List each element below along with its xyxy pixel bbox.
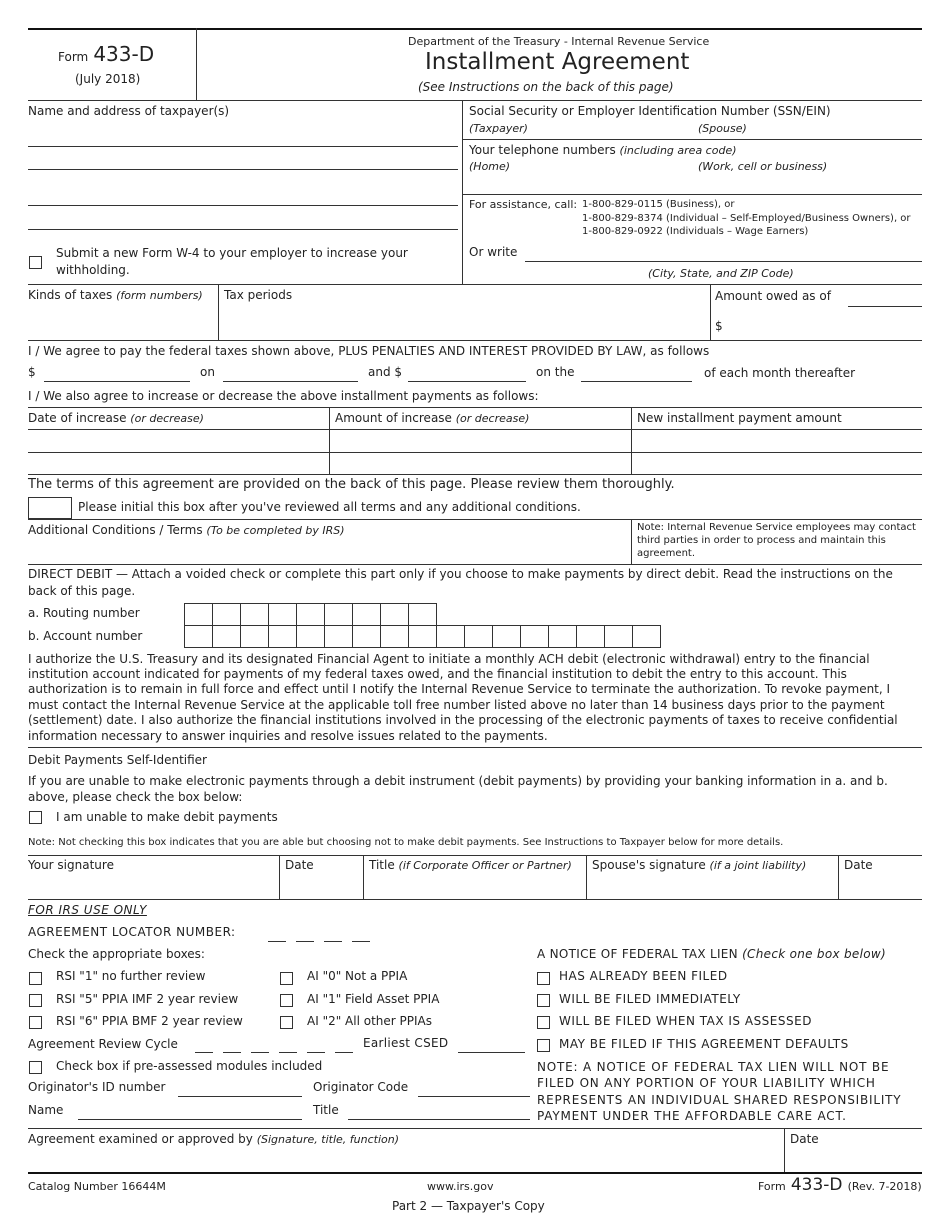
kinds-taxes-label <box>28 288 203 302</box>
city-state-zip-label: (City, State, and ZIP Code) <box>648 267 794 280</box>
preassessed-checkbox[interactable] <box>29 1061 42 1074</box>
page-title: Installment Agreement <box>425 49 690 75</box>
assist-label: For assistance, call: <box>469 198 578 211</box>
col-amount-hint: (or decrease) <box>455 412 530 425</box>
col-amount-increase <box>335 411 529 425</box>
kinds-taxes-hint: (form numbers) <box>116 289 203 302</box>
lien-note-4: PAYMENT UNDER THE AFFORDABLE CARE ACT. <box>537 1109 847 1123</box>
rsi6-label: RSI "6" PPIA BMF 2 year review <box>56 1014 243 1028</box>
irs-title-label: Title <box>313 1103 339 1117</box>
phone-home-label: (Home) <box>469 160 511 173</box>
auth-text-6: information necessary to answer inquiries and resolve issues related to the payments. <box>28 729 548 743</box>
unable-debit-checkbox[interactable] <box>29 811 42 824</box>
initial-text: Please initial this box after you've reviewed all terms and any additional conditions. <box>78 500 581 514</box>
name-line-2[interactable] <box>28 169 458 170</box>
payment-date-line[interactable] <box>223 381 358 382</box>
agreement-text: I / We agree to pay the federal taxes shown above, PLUS PENALTIES AND INTEREST PROVIDED BY LAW, as follows <box>28 344 710 358</box>
ai0-checkbox[interactable] <box>280 972 293 985</box>
terms-text: The terms of this agreement are provided on the back of this page. Please review them thoroughly. <box>28 477 675 492</box>
lien-assessed-checkbox[interactable] <box>537 1016 550 1029</box>
account-digit-cell-11[interactable] <box>464 625 493 648</box>
ai1-label: AI "1" Field Asset PPIA <box>307 992 440 1006</box>
signature-date-label: Date <box>285 858 314 872</box>
preassessed-label: Check box if pre-assessed modules included <box>56 1059 323 1073</box>
routing-digit-cell-8[interactable] <box>380 603 409 626</box>
routing-digit-cell-4[interactable] <box>268 603 297 626</box>
auth-text-1: I authorize the U.S. Treasury and its designated Financial Agent to initiate a monthly ACH debit (electronic withdrawal) entry to the financial <box>28 652 870 666</box>
col-new-amount: New installment payment amount <box>637 411 842 425</box>
kinds-taxes-text: Kinds of taxes <box>28 288 113 302</box>
conditions-text: Additional Conditions / Terms <box>28 523 203 537</box>
account-digit-cell-1[interactable] <box>184 625 213 648</box>
routing-digit-cell-1[interactable] <box>184 603 213 626</box>
website: www.irs.gov <box>427 1180 494 1193</box>
third-party-note-3: agreement. <box>637 548 696 559</box>
amount-owed-dollar: $ <box>715 319 723 333</box>
auth-text-4: must contact the Internal Revenue Service at the applicable toll free number listed above no later than 14 business days prior to the payment <box>28 698 885 712</box>
self-id-title: Debit Payments Self-Identifier <box>28 753 207 767</box>
phone-label <box>469 143 737 157</box>
title-hint: (if Corporate Officer or Partner) <box>398 859 572 872</box>
footer-form-number: 433-D <box>790 1175 843 1195</box>
examined-date-label: Date <box>790 1132 819 1146</box>
form-id <box>58 42 154 66</box>
w4-label: Submit a new Form W-4 to your employer to increase your <box>56 246 408 260</box>
unable-debit-label: I am unable to make debit payments <box>56 810 278 824</box>
initial-box[interactable] <box>28 497 72 519</box>
spouse-signature-label <box>592 858 806 872</box>
w4-checkbox[interactable] <box>29 256 42 269</box>
monthly-day-line[interactable] <box>581 381 692 382</box>
ai1-checkbox[interactable] <box>280 994 293 1007</box>
payment-and: and $ <box>368 365 403 379</box>
auth-text-2: institution account indicated for payments of my federal taxes owed, and the financial institution to debit the entry to this account. This <box>28 667 847 681</box>
lien-note-1: NOTE: A NOTICE OF FEDERAL TAX LIEN WILL NOT BE <box>537 1060 890 1074</box>
locator-label: AGREEMENT LOCATOR NUMBER: <box>28 925 236 939</box>
account-digit-cell-8[interactable] <box>380 625 409 648</box>
phone-label-text: Your telephone numbers <box>469 143 616 157</box>
col-amount-text: Amount of increase <box>335 411 452 425</box>
spouse-signature-hint: (if a joint liability) <box>709 859 807 872</box>
account-digit-cell-16[interactable] <box>604 625 633 648</box>
ssn-spouse-label: (Spouse) <box>698 122 747 135</box>
address-line-1[interactable] <box>28 205 458 206</box>
direct-debit-intro: DIRECT DEBIT — Attach a voided check or complete this part only if you choose to make payments by direct debit. Read the instructions on the <box>28 567 893 581</box>
review-cycle-label: Agreement Review Cycle <box>28 1037 178 1051</box>
account-digit-cell-13[interactable] <box>520 625 549 648</box>
name-address-label: Name and address of taxpayer(s) <box>28 104 230 118</box>
direct-debit-intro-2: back of this page. <box>28 584 136 598</box>
originator-id-line[interactable] <box>178 1096 302 1097</box>
department: Department of the Treasury - Internal Revenue Service <box>408 35 710 48</box>
account-digit-cell-3[interactable] <box>240 625 269 648</box>
footer-form-label: Form <box>758 1180 786 1193</box>
account-digit-cell-15[interactable] <box>576 625 605 648</box>
amount-owed-label: Amount owed as of <box>715 289 831 303</box>
routing-digit-cell-7[interactable] <box>352 603 381 626</box>
rsi5-checkbox[interactable] <box>29 994 42 1007</box>
account-digit-cell-2[interactable] <box>212 625 241 648</box>
payment-on: on <box>200 365 215 379</box>
self-id-text-2: above, please check the box below: <box>28 790 243 804</box>
examined-label <box>28 1132 399 1146</box>
form-label: Form <box>58 50 89 64</box>
earliest-csed-label: Earliest CSED <box>363 1036 449 1050</box>
originator-id-label: Originator's ID number <box>28 1080 166 1094</box>
ai2-label: AI "2" All other PPIAs <box>307 1014 432 1028</box>
debit-note: Note: Not checking this box indicates that you are able but choosing not to make debit payments. See Instructions to Taxpayer below for more details. <box>28 837 784 848</box>
payment-on-the: on the <box>536 365 575 379</box>
monthly-amount-line[interactable] <box>408 381 526 382</box>
lien-title <box>537 947 886 961</box>
subtitle: (See Instructions on the back of this page) <box>418 80 674 94</box>
irs-name-label: Name <box>28 1103 64 1117</box>
auth-text-5: (settlement) date. I also authorize the financial institutions involved in the processing of the electronic payments of taxes to receive confidential <box>28 713 898 727</box>
spouse-date-label: Date <box>844 858 873 872</box>
routing-digit-cell-2[interactable] <box>212 603 241 626</box>
account-digit-cell-14[interactable] <box>548 625 577 648</box>
ssn-taxpayer-label: (Taxpayer) <box>469 122 528 135</box>
lien-defaults-label: MAY BE FILED IF THIS AGREEMENT DEFAULTS <box>559 1037 849 1051</box>
account-digit-cell-7[interactable] <box>352 625 381 648</box>
spouse-signature-text: Spouse's signature <box>592 858 706 872</box>
tax-periods-label: Tax periods <box>224 288 293 302</box>
or-write-label: Or write <box>469 245 518 259</box>
increase-text: I / We also agree to increase or decrease the above installment payments as follows: <box>28 389 539 403</box>
lien-hint: (Check one box below) <box>742 947 886 961</box>
examined-hint: (Signature, title, function) <box>256 1133 400 1146</box>
check-boxes-label: Check the appropriate boxes: <box>28 947 205 961</box>
payment-amount-line[interactable] <box>44 381 190 382</box>
or-write-line[interactable] <box>525 261 922 262</box>
each-month-label: of each month thereafter <box>704 366 856 380</box>
title-label-text: Title <box>369 858 395 872</box>
lien-filed-checkbox[interactable] <box>537 972 550 985</box>
account-label: b. Account number <box>28 629 143 643</box>
footer-rev: (Rev. 7-2018) <box>847 1180 922 1193</box>
assist-phone-1: 1-800-829-0115 (Business), or <box>582 199 735 210</box>
ssn-label: Social Security or Employer Identification Number (SSN/EIN) <box>469 104 831 118</box>
account-digit-cell-10[interactable] <box>436 625 465 648</box>
self-id-text-1: If you are unable to make electronic payments through a debit instrument (debit payments) by providing your banking information in a. and b. <box>28 774 888 788</box>
auth-text-3: authorization is to remain in full force and effect until I notify the Internal Revenue Service to terminate the authorization. To revoke payment, I <box>28 682 891 696</box>
account-digit-cell-17[interactable] <box>632 625 661 648</box>
form-number: 433-D <box>93 42 155 66</box>
earliest-csed-line[interactable] <box>458 1052 525 1053</box>
payment-dollar: $ <box>28 365 36 379</box>
rsi6-checkbox[interactable] <box>29 1016 42 1029</box>
lien-filed-label: HAS ALREADY BEEN FILED <box>559 969 728 983</box>
routing-label: a. Routing number <box>28 606 140 620</box>
conditions-label <box>28 523 345 537</box>
footer-form-id <box>758 1175 922 1195</box>
assist-phone-2: 1-800-829-8374 (Individual – Self-Employed/Business Owners), or <box>582 213 911 224</box>
originator-code-line[interactable] <box>418 1096 530 1097</box>
account-digit-cell-12[interactable] <box>492 625 521 648</box>
third-party-note-2: third parties in order to process and maintain this <box>637 535 886 546</box>
routing-digit-cell-6[interactable] <box>324 603 353 626</box>
lien-immediately-label: WILL BE FILED IMMEDIATELY <box>559 992 741 1006</box>
lien-defaults-checkbox[interactable] <box>537 1039 550 1052</box>
examined-text: Agreement examined or approved by <box>28 1132 253 1146</box>
form-date: (July 2018) <box>75 72 141 86</box>
ai2-checkbox[interactable] <box>280 1016 293 1029</box>
col-date-increase <box>28 411 204 425</box>
amount-owed-date-line[interactable] <box>848 306 922 307</box>
irs-name-line[interactable] <box>78 1119 302 1120</box>
title-label <box>369 858 572 872</box>
address-line-2[interactable] <box>28 229 458 230</box>
rsi1-checkbox[interactable] <box>29 972 42 985</box>
irs-title-line[interactable] <box>348 1119 530 1120</box>
col-date-text: Date of increase <box>28 411 127 425</box>
account-digit-cell-6[interactable] <box>324 625 353 648</box>
col-date-hint: (or decrease) <box>130 412 204 425</box>
name-line-1[interactable] <box>28 146 458 147</box>
originator-code-label: Originator Code <box>313 1080 409 1094</box>
phone-work-label: (Work, cell or business) <box>698 160 828 173</box>
ai0-label: AI "0" Not a PPIA <box>307 969 408 983</box>
routing-digit-cell-5[interactable] <box>296 603 325 626</box>
assist-phone-3: 1-800-829-0922 (Individuals – Wage Earners) <box>582 226 809 237</box>
account-digit-cell-9[interactable] <box>408 625 437 648</box>
lien-immediately-checkbox[interactable] <box>537 994 550 1007</box>
lien-title-text: A NOTICE OF FEDERAL TAX LIEN <box>537 947 738 961</box>
rsi1-label: RSI "1" no further review <box>56 969 206 983</box>
w4-label-2: withholding. <box>56 263 130 277</box>
conditions-hint: (To be completed by IRS) <box>206 524 345 537</box>
routing-digit-cell-9[interactable] <box>408 603 437 626</box>
irs-use-heading: FOR IRS USE ONLY <box>28 903 147 917</box>
third-party-note-1: Note: Internal Revenue Service employees may contact <box>637 522 916 533</box>
phone-hint: (including area code) <box>619 144 737 157</box>
account-digit-cell-4[interactable] <box>268 625 297 648</box>
routing-digit-cell-3[interactable] <box>240 603 269 626</box>
lien-assessed-label: WILL BE FILED WHEN TAX IS ASSESSED <box>559 1014 812 1028</box>
rsi5-label: RSI "5" PPIA IMF 2 year review <box>56 992 239 1006</box>
part-label: Part 2 — Taxpayer's Copy <box>392 1199 545 1213</box>
account-digit-cell-5[interactable] <box>296 625 325 648</box>
lien-note-2: FILED ON ANY PORTION OF YOUR LIABILITY WHICH <box>537 1076 876 1090</box>
lien-note-3: REPRESENTS AN INDIVIDUAL SHARED RESPONSIBILITY <box>537 1093 902 1107</box>
your-signature-label: Your signature <box>28 858 114 872</box>
catalog-number: Catalog Number 16644M <box>28 1180 166 1193</box>
